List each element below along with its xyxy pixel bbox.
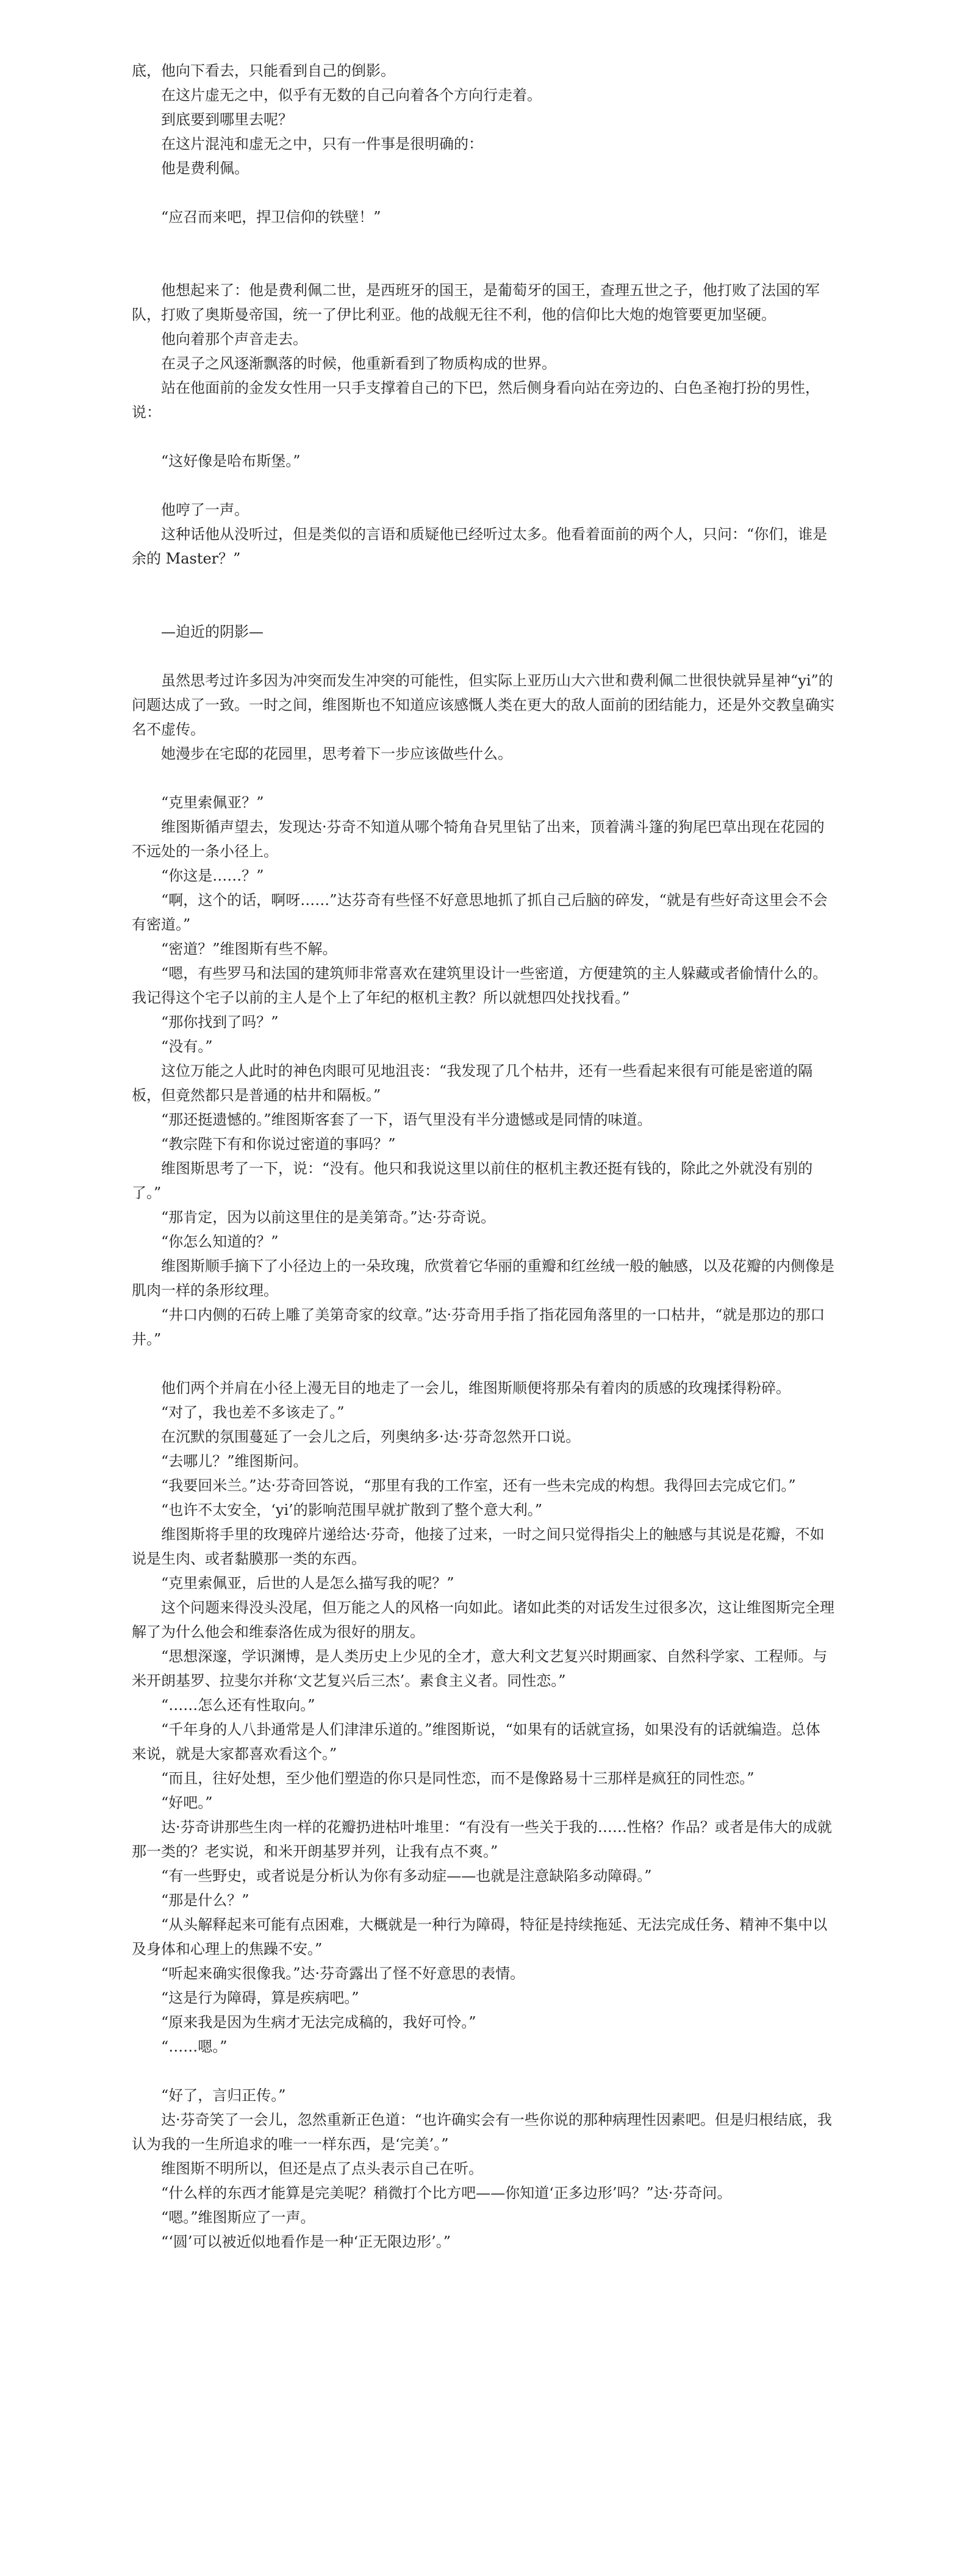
paragraph-spacer	[132, 473, 834, 498]
paragraph: “没有。”	[161, 1038, 213, 1055]
paragraph: 维图斯思考了一下，说：“没有。他只和我说这里以前住的枢机主教还挺有钱的，除此之外就没有别的了。”	[132, 1160, 813, 1201]
paragraph: “好了，言归正传。”	[161, 2087, 286, 2104]
paragraph: 这个问题来得没头没尾，但万能之人的风格一向如此。诸如此类的对话发生过很多次，这让维图斯完全理解了为什么他会和维泰洛佐成为很好的朋友。	[132, 1599, 834, 1640]
paragraph: 他是费利佩。	[161, 160, 249, 177]
paragraph: 她漫步在宅邸的花园里，思考着下一步应该做些什么。	[161, 745, 512, 762]
paragraph: 在灵子之风逐渐飘落的时候，他重新看到了物质构成的世界。	[161, 355, 556, 372]
paragraph: 维图斯不明所以，但还是点了点头表示自己在听。	[161, 2160, 483, 2177]
paragraph: “从头解释起来可能有点困难，大概就是一种行为障碍，特征是持续拖延、无法完成任务、精神不集中以及身体和心理上的焦躁不安。”	[132, 1916, 828, 1958]
paragraph: “教宗陛下有和你说过密道的事吗？”	[161, 1136, 396, 1153]
paragraph: “对了，我也差不多该走了。”	[161, 1404, 345, 1421]
paragraph: “这好像是哈布斯堡。”	[161, 453, 301, 470]
paragraph: “去哪儿？”维图斯问。	[161, 1453, 308, 1470]
paragraph: “……怎么还有性取向。”	[161, 1697, 315, 1714]
section-title: —迫近的阴影—	[161, 623, 264, 640]
paragraph-spacer	[132, 424, 834, 449]
paragraph: 他想起来了：他是费利佩二世，是西班牙的国王，是葡萄牙的国王，查理五世之子，他打败了法国的军队，打败了奥斯曼帝国，统一了伊比利亚。他的战舰无往不利，他的信仰比大炮的炮管要更加坚硬。	[132, 282, 820, 323]
paragraph: “思想深邃，学识渊博，是人类历史上少见的全才，意大利文艺复兴时期画家、自然科学家、工程师。与米开朗基罗、拉斐尔并称‘文艺复兴后三杰’。素食主义者。同性恋。”	[132, 1648, 828, 1689]
paragraph: 这种话他从没听过，但是类似的言语和质疑他已经听过太多。他看着面前的两个人，只问：“你们，谁是余的 Master？”	[132, 526, 828, 567]
paragraph: 底，他向下看去，只能看到自己的倒影。	[132, 62, 395, 79]
paragraph: 在沉默的氛围蔓延了一会儿之后，列奥纳多·达·芬奇忽然开口说。	[161, 1428, 581, 1445]
paragraph: “好吧。”	[161, 1794, 213, 1811]
paragraph-spacer	[132, 766, 834, 790]
paragraph: 他们两个并肩在小径上漫无目的地走了一会儿，维图斯顺便将那朵有着肉的质感的玫瑰揉得粉碎。	[161, 1379, 791, 1397]
paragraph: 他向着那个声音走去。	[161, 331, 307, 348]
paragraph: “密道？”维图斯有些不解。	[161, 940, 337, 957]
paragraph: 他哼了一声。	[161, 501, 249, 518]
paragraph-spacer	[132, 571, 834, 620]
paragraph: “你这是……？”	[161, 867, 264, 884]
paragraph: 到底要到哪里去呢？	[161, 111, 293, 128]
paragraph: “克里索佩亚，后世的人是怎么描写我的呢？”	[161, 1575, 454, 1592]
paragraph: 站在他面前的金发女性用一只手支撑着自己的下巴，然后侧身看向站在旁边的、白色圣袍打扮的男性，说：	[132, 379, 820, 421]
paragraph: “嗯，有些罗马和法国的建筑师非常喜欢在建筑里设计一些密道，方便建筑的主人躲藏或者偷情什么的。我记得这个宅子以前的主人是个上了年纪的枢机主教？所以就想四处找找看。”	[132, 965, 828, 1006]
paragraph: 达·芬奇讲那些生肉一样的花瓣扔进枯叶堆里：“有没有一些关于我的……性格？作品？或者是伟大的成就那一类的？老实说，和米开朗基罗并列，让我有点不爽。”	[132, 1819, 832, 1860]
paragraph: 这位万能之人此时的神色肉眼可见地沮丧：“我发现了几个枯井，还有一些看起来很有可能是密道的隔板，但竟然都只是普通的枯井和隔板。”	[132, 1062, 813, 1104]
paragraph: “井口内侧的石砖上雕了美第奇家的纹章。”达·芬奇用手指了指花园角落里的一口枯井，“就是那边的那口井。”	[132, 1306, 825, 1348]
paragraph: 虽然思考过许多因为冲突而发生冲突的可能性，但实际上亚历山大六世和费利佩二世很快就异星神“yi”的问题达成了一致。一时之间，维图斯也不知道应该感慨人类在更大的敌人面前的团结能力，还是外交教皇确实名不虚传。	[132, 672, 834, 738]
paragraph-spacer	[132, 2059, 834, 2083]
paragraph: “这是行为障碍，算是疾病吧。”	[161, 1989, 359, 2006]
paragraph: “……嗯。”	[161, 2038, 228, 2055]
paragraph: “那是什么？”	[161, 1892, 249, 1909]
paragraph: “有一些野史，或者说是分析认为你有多动症——也就是注意缺陷多动障碍。”	[161, 1867, 652, 1884]
document-page	[132, 59, 834, 2254]
paragraph: “克里索佩亚？”	[161, 794, 264, 811]
paragraph: 在这片虚无之中，似乎有无数的自己向着各个方向行走着。	[161, 87, 542, 104]
paragraph: “听起来确实很像我。”达·芬奇露出了怪不好意思的表情。	[161, 1965, 525, 1982]
paragraph: “什么样的东西才能算是完美呢？稍微打个比方吧——你知道‘正多边形’吗？”达·芬奇问。	[161, 2184, 732, 2202]
paragraph: 在这片混沌和虚无之中，只有一件事是很明确的：	[161, 135, 483, 152]
paragraph: “而且，往好处想，至少他们塑造的你只是同性恋，而不是像路易十三那样是疯狂的同性恋。”	[161, 1770, 755, 1787]
paragraph: “嗯。”维图斯应了一声。	[161, 2209, 315, 2226]
paragraph: 达·芬奇笑了一会儿，忽然重新正色道：“也许确实会有一些你说的那种病理性因素吧。但是归根结底，我认为我的一生所追求的唯一一样东西，是‘完美’。”	[132, 2111, 832, 2153]
paragraph: 维图斯循声望去，发现达·芬奇不知道从哪个犄角旮旯里钻了出来，顶着满斗篷的狗尾巴草出现在花园的不远处的一条小径上。	[132, 818, 825, 860]
paragraph-spacer	[132, 1351, 834, 1376]
paragraph-spacer	[132, 229, 834, 278]
paragraph: “你怎么知道的？”	[161, 1233, 279, 1250]
paragraph: 维图斯将手里的玫瑰碎片递给达·芬奇，他接了过来，一时之间只觉得指尖上的触感与其说是花瓣，不如说是生肉、或者黏膜那一类的东西。	[132, 1526, 825, 1567]
paragraph: “‘圆’可以被近似地看作是一种‘正无限边形’。”	[161, 2233, 451, 2250]
paragraph: “那你找到了吗？”	[161, 1014, 279, 1031]
paragraph: “原来我是因为生病才无法完成稿的，我好可怜。”	[161, 2014, 476, 2031]
paragraph: “那还挺遗憾的。”维图斯客套了一下，语气里没有半分遗憾或是同情的味道。	[161, 1111, 652, 1128]
paragraph: “也许不太安全，‘yi’的影响范围早就扩散到了整个意大利。”	[161, 1501, 543, 1519]
paragraph: 维图斯顺手摘下了小径边上的一朵玫瑰，欣赏着它华丽的重瓣和红丝绒一般的触感，以及花瓣的内侧像是肌肉一样的条形纹理。	[132, 1258, 834, 1299]
paragraph-spacer	[132, 181, 834, 205]
paragraph: “千年身的人八卦通常是人们津津乐道的。”维图斯说，“如果有的话就宣扬，如果没有的话就编造。总体来说，就是大家都喜欢看这个。”	[132, 1721, 820, 1762]
paragraph: “我要回米兰。”达·芬奇回答说，“那里有我的工作室，还有一些未完成的构想。我得回去完成它们。”	[161, 1477, 796, 1494]
paragraph: “那肯定，因为以前这里住的是美第奇。”达·芬奇说。	[161, 1209, 496, 1226]
paragraph: “啊，这个的话，啊呀……”达芬奇有些怪不好意思地抓了抓自己后脑的碎发，“就是有些好奇这里会不会有密道。”	[132, 892, 828, 933]
paragraph: “应召而来吧，捍卫信仰的铁壁！”	[161, 209, 381, 226]
paragraph-spacer	[132, 644, 834, 668]
